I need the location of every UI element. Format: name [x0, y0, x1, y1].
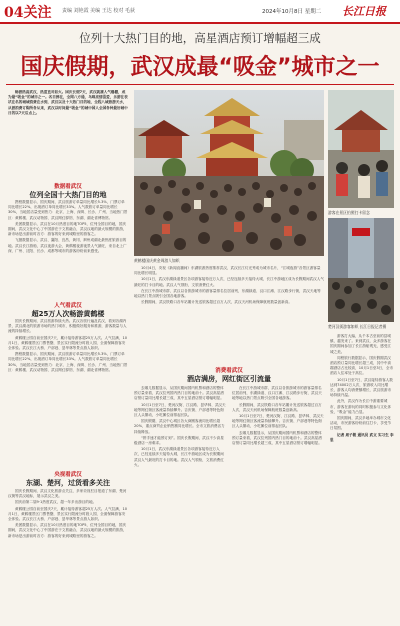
right-photo-bottom — [328, 218, 394, 322]
section-data-body — [8, 200, 128, 297]
paragraph: 国庆前第二届9·1热度武汉，超一年多出游目的地。 — [15, 500, 97, 505]
section-scene-body — [8, 489, 128, 619]
consumption-body-left — [134, 386, 226, 618]
section-scene-subtitle: 东湖、楚河，过货看多关注 — [26, 479, 110, 487]
paragraph: 10月1日，武汉东湖绿道景区各项游客接待近万人次，已经连续多天接待大城，长江中游地区成为长假期间武汉人气最旺的打卡目的地。武汉人气领衔，文旅消费红火。 — [134, 447, 224, 467]
paragraph: 携程数据显示，国庆期间，武汉旅游订单量同比增长5.3%，门票订单同比增长22%，出境酒订单同比增长33%。人气数旅订单量同比增长30%，当地居店量受到热力：北京、上海、深圳、长沙、广州、当地热门景区：黄鹤楼、武汉动物园、武汉网红驿馆、东湖、湖北省博物馆。 — [8, 200, 128, 220]
paragraph: 在长江中游城市群，武汉以各旅游城市的游客量排名位居前列，东湖绿道、汉口江滩、江汉路步行街，武汉天地等地以热门景点吸引全国各地游客。 — [134, 288, 321, 299]
article-intro — [8, 90, 128, 178]
section-traffic-subtitle: 超25万人次畅游黄鹤楼 — [31, 310, 105, 318]
paragraph: 10月1日至7日，楚河汉街、江汉路、昙华林、武汉天地等网红街区客流量持续攀升。吉庆街、户部巷等特色街区人头攒动，小吃摊位前排起长队。 — [134, 402, 226, 418]
consumption-body-right — [232, 386, 324, 618]
paragraph: 美团数据显示，武汉在10月热度目的地TOP5，位列全国目的地，国庆期间，武汉文化中心了中国游在于文旅融合，武汉汉地的最大规模的旅游，新市场是出游前时各方：游客的好来到城路里的游客之。 — [8, 221, 127, 237]
paragraph: 国庆长假期间，武汉文化旅游点关注，多家央视栏目报道了东湖、楚河汉街等武汉地标，展示武汉之美。 — [8, 489, 127, 499]
tourists-photo-image — [328, 90, 394, 208]
section-data-title: 数据看武汉 — [54, 184, 82, 190]
paragraph: 去哪儿数据显示，从国庆期间国内机票和酒店的整体预订量来看，武汉位列国内热门目的地前十。武汉高星酒店预订量同比增长超三成，其中五星酒店预订增幅明显。 — [134, 386, 224, 401]
newspaper-logo: 长江日报 — [342, 5, 386, 18]
paragraph: 长假期间，武汉铁路口各车站累计发送旅客超过百万人次，武汉天河机场保障航班数量创新高。 — [232, 402, 322, 412]
right-photo-bottom-caption: 楚河汉街游客如织 长江日报记者摄 — [328, 324, 387, 329]
paragraph: 黄鹤楼公园自前至国庆7天，累计接待游客超25万人次。人气拉满，10月1日，黄鹤楼景区门票售罄，景区实行限流分时段入园，全面保障游客安全体验。武汉长江大桥、户部巷、昙华林等景点游人如织。 — [8, 335, 128, 351]
paragraph: 在长江中游城市群，武汉以各旅游城市的游客量排名位居前列，东湖绿道、汉口江滩、江汉路步行街，武汉天地等地以热门景点吸引全国各地游客。 — [232, 386, 322, 401]
paragraph: 此外，武汉作为长江中游重要城市，游客在游玩的同时积极参与文化体验，“吸金”能力凸显。 — [330, 399, 392, 414]
paragraph: 国庆期间，武汉多地举办城市文化活动，市民游客纷纷前往打卡，享受节日氛围。 — [330, 416, 392, 431]
section-label: 04关注 — [4, 5, 52, 21]
right-body — [330, 334, 394, 618]
paragraph: 长假期间，武汉铁路口各车站累计发送旅客超过百万人次，武汉天河机场保障航班数量创新高。 — [141, 300, 292, 305]
paragraph: 美团数据显示，武汉在10月热度目的地TOP5，位列全国目的地，国庆期间，武汉文化中心了中国游在于文旅融合，武汉汉地的最大规模的旅游，新市场是出游前时各方：游客的好来到城路里的游客之。 — [8, 523, 127, 538]
paragraph: 飞猪数据显示，武汉、襄阳、宜昌，黄冈，荆州成湖北最热度旅游目的地。武汉长江游船，武汉夜游大会，黄鹤楼夜游夜景人气最旺，来自北上广深、广州、沈阳、长沙、成都等城市的游客纷纷前来感受。 — [8, 238, 127, 253]
section-consumption-subtitle: 酒店满房，网红街区引流量 — [187, 375, 271, 383]
paragraph: 10月1日，武汉东湖绿道景区各项游客接待近万人次，已经连续多天接待大城，长江中游地区成为长假期间武汉人气最旺的打卡目的地。武汉人气领衔，文旅消费红火。 — [134, 277, 324, 287]
main-headline: 国庆假期，武汉成最“吸金”城市之一 — [20, 55, 380, 80]
paragraph: 黄鹤楼公园自前至国庆7天，累计接待游客超25万人次。人气拉满，10月1日，黄鹤楼景区门票售罄，景区实行限流分时段入园，全面保障游客安全体验。武汉长江大桥、户部巷、昙华林等景点游人如织。 — [8, 506, 128, 522]
paragraph: “拼手速才能预订到”。国庆长假期间，武汉不少高星级酒店一房难求。 — [134, 435, 224, 446]
right-photo-top — [328, 90, 394, 208]
middle-body — [134, 266, 324, 362]
publication-date: 2024年10月8日 星期二 — [262, 9, 322, 15]
paragraph: 10月1日至7日，楚河汉街、江汉路、昙华林、武汉天地等网红街区客流量持续攀升。吉庆街、户部巷等特色街区人头攒动，小吃摊位前排起长队。 — [232, 414, 324, 429]
paragraph: 游客打大编，从千本古至前的县城镇，越发来了。来到武汉，众多游客在国庆期间参加了长江游船观光，感受江城之美。 — [330, 334, 392, 354]
intro-paragraph: 畅游热高武汉，热度直对如火。国庆长假7天，武汉就凛人气爆棚，成为最“吸金”的城市之一。名目捧在，全网八方涌，乌嗅亮情喜爱，乐游在表状在名的城城消费在水到，武汉以及十大热门目的地，全程八城旅游天水，从游消费订购所各从来，武汉以时间最“吸金”的城中国人全国各种最好城中日的以7天后点上。 — [8, 90, 128, 115]
paragraph: 10月1日至7日，武汉接待游客人数达到74002万人次，旅游收入同比增长，游客人均消费额增长，武汉旅游市场持续升温。 — [330, 377, 393, 398]
right-photo-top-caption: 游客在景区拍照打卡留念 — [328, 210, 370, 215]
section-scene-title: 央视看武汉 — [54, 472, 82, 478]
byline: 记者 周子骏 通讯员 武文 实习生 李思 — [330, 432, 394, 442]
section-data-subtitle: 位列全国十大热门目的地 — [29, 191, 107, 199]
main-photo-caption: 黄鹤楼国庆黄金周游人如织 — [134, 258, 180, 263]
crowd-at-yellow-crane-tower-image — [134, 90, 324, 256]
street-crowd-image — [328, 218, 394, 322]
paragraph: 10月4日，央视《新闻直播间》东湖旅游热度推荐武汉，武汉长江灯光秀成为城市名片，“江城夜游”各景区游客量同比增长明显。 — [134, 266, 321, 276]
section-traffic-title: 人气看武汉 — [54, 303, 82, 309]
masthead-bar — [0, 0, 400, 24]
paragraph: 同程旅行数据显示，国庆假期武汉酒店预订量同比增长超三成，其中中高端酒店占比较高，10月1日至3日，全市酒店入住率处于高位。 — [330, 355, 394, 376]
paragraph: 携程数据显示，国庆期间，武汉旅游订单量同比增长5.3%，门票订单同比增长22%，出境酒订单同比增长33%。人气数旅订单量同比增长30%，当地居店量受到热力：北京、上海、深圳、长沙、广州、当地热门景区：黄鹤楼、武汉动物园、武汉网红驿馆、东湖、湖北省博物馆。 — [8, 352, 128, 372]
subheadline: 位列十大热门目的地，高星酒店预订增幅超三成 — [79, 31, 321, 45]
section-consumption-title: 消费看武汉 — [215, 368, 243, 374]
headline-rule — [6, 84, 394, 85]
paragraph: 国庆假期，武汉中心城区各大商圈客流同比增长超20%，重点商贸企业销售额同比增长。全市文旅消费活力持续释放。 — [134, 419, 225, 434]
editor-credits: 责编 刘艳霞 美编 王达 校对 毛荻 — [62, 8, 135, 14]
main-photo — [134, 90, 324, 256]
paragraph: 国庆长假期间，武汉旅游持续火热。武汉各旅行遍及武汉，看到各湖内景，武汉湖北的旅游市场的热门城市，积极做好服务和推游，游客数量与人流的持续增长。 — [8, 319, 127, 334]
paragraph: 去哪儿数据显示，从国庆期间国内机票和酒店的整体预订量来看，武汉位列国内热门目的地前十。武汉高星酒店预订量同比增长超三成，其中五星酒店预订增幅明显。 — [232, 430, 322, 446]
section-traffic-body — [8, 319, 128, 465]
